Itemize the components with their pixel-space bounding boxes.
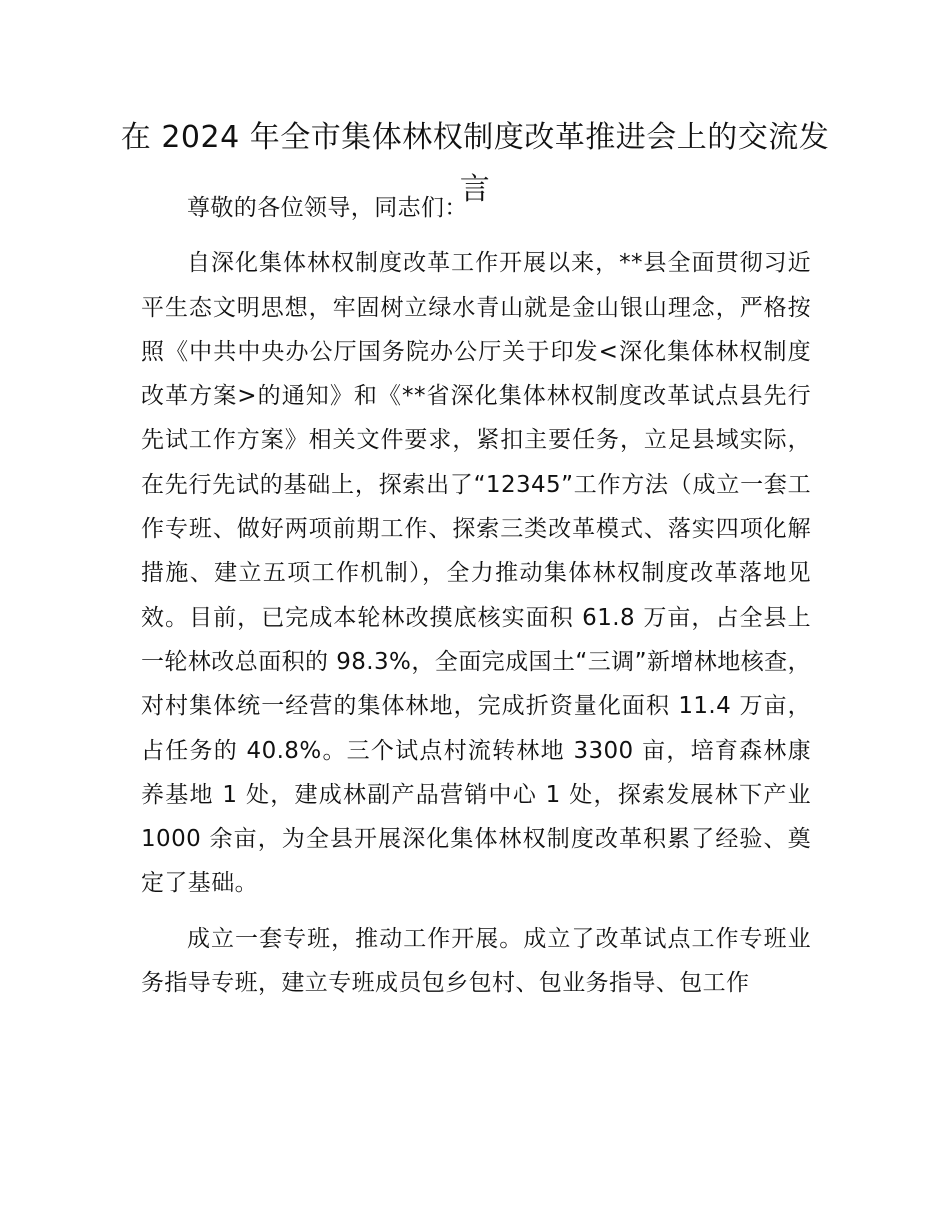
document-body xyxy=(141,186,811,1016)
salutation: 尊敬的各位领导，同志们： xyxy=(187,195,468,221)
paragraph-task-force: 成立一套专班，推动工作开展。成立了改革试点工作专班业务指导专班，建立专班成员包乡包村、包业务指导、包工作 xyxy=(141,925,811,997)
document-title: 在 2024 年全市集体林权制度改革推进会上的交流发言 xyxy=(120,120,830,207)
paragraph-intro: 自深化集体林权制度改革工作开展以来，**县全面贯彻习近平生态文明思想，牢固树立绿水青山就是金山银山理念，严格按照《中共中央办公厅国务院办公厅关于印发<深化集体林权制度改革方案>的通知》和《**省深化集体林权制度改革试点县先行先试工作方案》相关文件要求，紧扣主要任务，立足县域实际，在先行先试的基础上，探索出了“12345”工作方法（成立一套工作专班、做好两项前期工作、探索三类改革模式、落实四项化解措施、建立五项工作机制），全力推动集体林权制度改革落地见效。目前，已完成本轮林改摸底核实面积 61.8 万亩，占全县上一轮林改总面积的 98.3%，全面完成国土“三调”新增林地核查，对村集体统一经营的集体林地，完成折资量化面积 11.4 万亩，占任务的 40.8%。三个试点村流转林地 3300 亩，培育森林康养基地 1 处，建成林副产品营销中心 1 处，探索发展林下产业 1000 余亩，为全县开展深化集体林权制度改革积累了经验、奠定了基础。 xyxy=(141,250,811,897)
